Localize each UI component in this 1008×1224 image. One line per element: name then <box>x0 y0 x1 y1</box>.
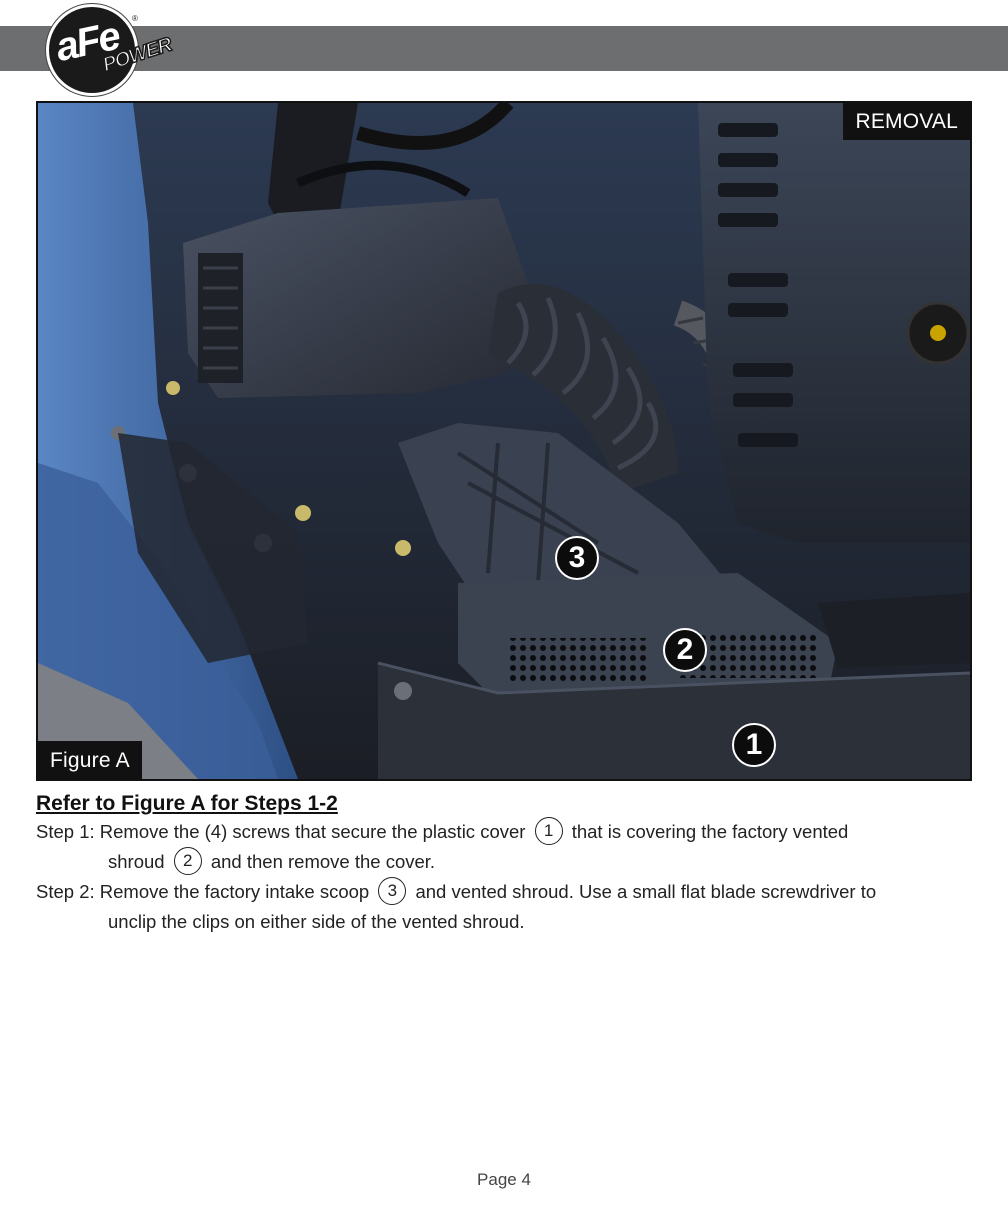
step-1-ref-shroud: 2 <box>174 847 202 875</box>
step-1-text-a: Step 1: Remove the (4) screws that secure the plastic cover <box>36 821 526 842</box>
afe-power-logo <box>46 4 196 96</box>
removal-tag: REMOVAL <box>843 103 970 140</box>
step-1-line-2 <box>108 851 435 875</box>
callout-3: 3 <box>555 536 599 580</box>
step-2-text-b: and vented shroud. Use a small flat blade screwdriver to <box>415 881 877 902</box>
step-1-text-b: that is covering the factory vented <box>571 821 849 842</box>
step-1-line-1 <box>36 821 848 845</box>
figure-label-tag: Figure A <box>38 741 142 779</box>
step-2-text-a: Step 2: Remove the factory intake scoop <box>36 881 370 902</box>
engine-bay-illustration <box>38 103 970 779</box>
figure-a-photo <box>36 101 972 781</box>
logo-afe-text: aFe <box>52 13 123 71</box>
step-2-line-2 <box>108 911 525 933</box>
step-1-ref-cover: 1 <box>535 817 563 845</box>
logo-registered-mark: ® <box>132 14 138 23</box>
step-1-text-c: shroud <box>108 851 165 872</box>
step-1-text-d: and then remove the cover. <box>210 851 436 872</box>
callout-1: 1 <box>732 723 776 767</box>
logo-power-text: POWER <box>100 33 175 77</box>
steps-heading: Refer to Figure A for Steps 1-2 <box>36 792 338 815</box>
step-2-ref-scoop: 3 <box>378 877 406 905</box>
step-2-line-1 <box>36 881 876 905</box>
step-2-text-c: unclip the clips on either side of the vented shroud. <box>108 911 525 932</box>
page-number: Page 4 <box>477 1170 531 1189</box>
callout-2: 2 <box>663 628 707 672</box>
